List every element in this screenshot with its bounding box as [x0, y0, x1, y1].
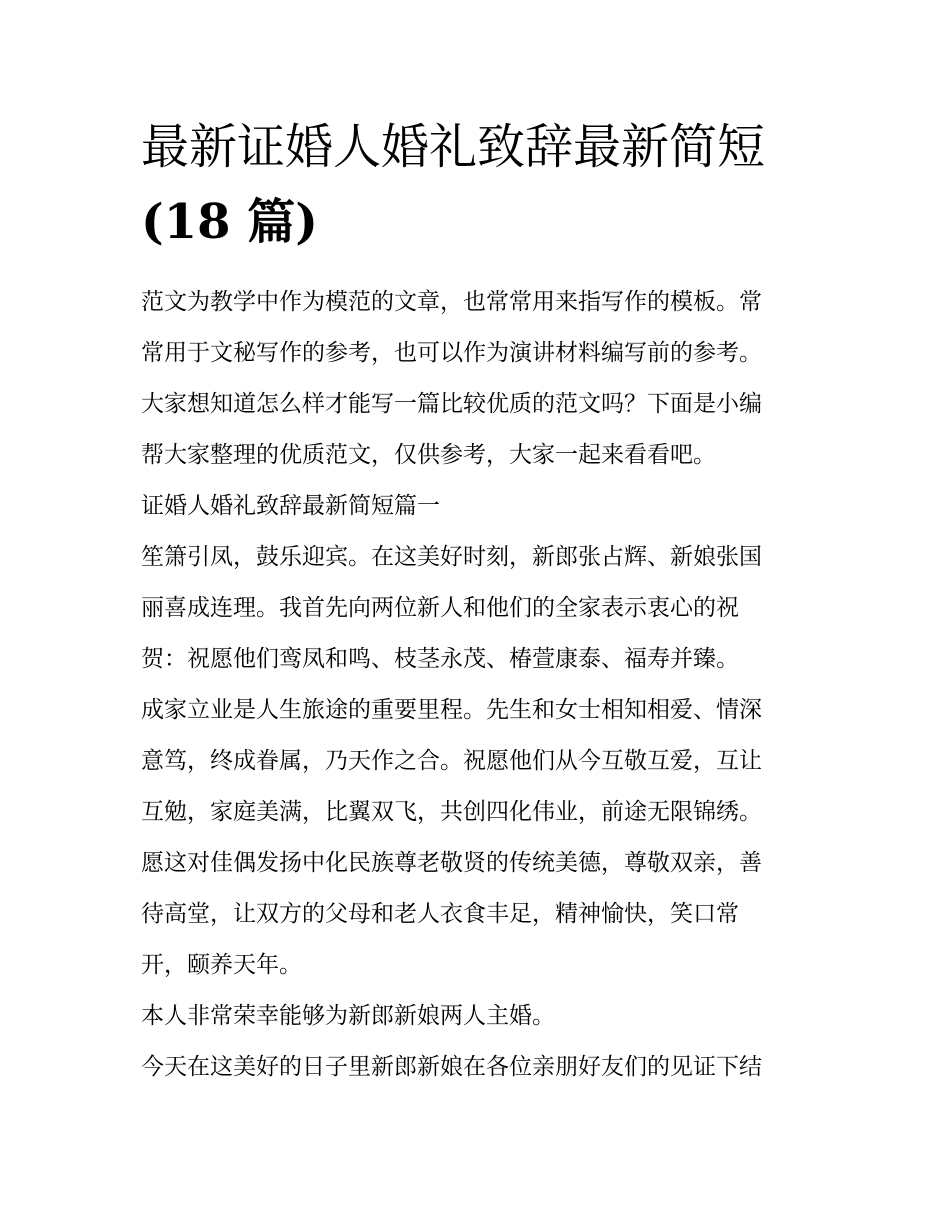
text-line: 常用于文秘写作的参考，也可以作为演讲材料编写前的参考。 [141, 340, 762, 366]
text-line: 贺：祝愿他们鸾凤和鸣、枝茎永茂、椿萱康泰、福寿并臻。 [141, 646, 739, 672]
text-line: 意笃，终成眷属，乃天作之合。祝愿他们从今互敬互爱，互让 [141, 748, 762, 774]
text-line: 丽喜成连理。我首先向两位新人和他们的全家表示衷心的祝 [141, 595, 739, 621]
document-body [141, 277, 821, 1093]
text-line: 今天在这美好的日子里新郎新娘在各位亲朋好友们的见证下结 [141, 1054, 762, 1080]
text-line: 范文为教学中作为模范的文章，也常常用来指写作的模板。常 [141, 289, 762, 315]
text-line: 成家立业是人生旅途的重要里程。先生和女士相知相爱、情深 [141, 697, 762, 723]
text-line: 笙箫引凤，鼓乐迎宾。在这美好时刻，新郎张占辉、新娘张国 [141, 544, 762, 570]
text-line: 愿这对佳偶发扬中化民族尊老敬贤的传统美德，尊敬双亲，善 [141, 850, 762, 876]
text-line: 待高堂，让双方的父母和老人衣食丰足，精神愉快，笑口常 [141, 901, 739, 927]
title-line-1: 最新证婚人婚礼致辞最新简短 [141, 119, 766, 175]
text-line: 大家想知道怎么样才能写一篇比较优质的范文吗？下面是小编 [141, 391, 762, 417]
text-line: 帮大家整理的优质范文，仅供参考，大家一起来看看吧。 [141, 442, 716, 468]
text-line: 开，颐养天年。 [141, 952, 302, 978]
title-line-2: (18 篇) [141, 194, 318, 250]
section-heading: 证婚人婚礼致辞最新简短篇一 [141, 493, 440, 519]
text-line: 互勉，家庭美满，比翼双飞，共创四化伟业，前途无限锦绣。 [141, 799, 762, 825]
document-title [141, 110, 821, 260]
text-line: 本人非常荣幸能够为新郎新娘两人主婚。 [141, 1003, 555, 1029]
